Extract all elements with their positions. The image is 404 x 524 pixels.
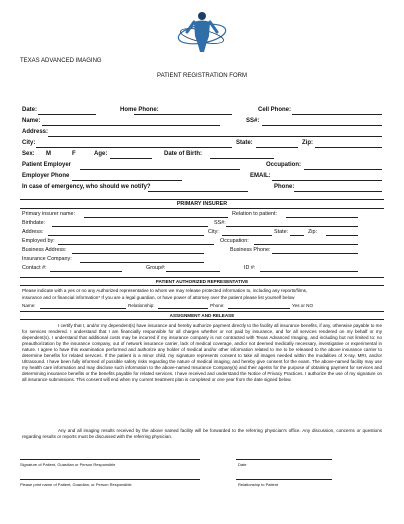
insurer-occupation-label: Occupation: [220,238,249,244]
id-label: ID #: [244,265,256,271]
date-field[interactable] [38,114,96,115]
form-title: PATIENT REGISTRATION FORM [157,73,247,79]
relation-field[interactable] [286,217,358,218]
insurance-company-label: Insurance Company: [22,256,72,262]
insurer-address-field[interactable] [48,235,204,236]
zip-label: Zip: [302,140,313,146]
row-date [22,107,384,117]
dob-field[interactable] [210,158,274,159]
row-employer-phone [22,173,384,183]
employer-phone-field[interactable] [72,180,182,181]
id-field[interactable] [260,271,358,272]
business-phone-label: Business Phone: [230,247,271,253]
employed-by-field[interactable] [58,244,214,245]
rep-relationship-label: Relationship: [128,303,155,308]
business-address-label: Business Address: [22,247,67,253]
representative-text-1: Please indicate with a yes or no any Authorized representative to whom we may release protected information to, including any reports/films, [22,288,308,293]
primary-insurer-title: PRIMARY INSURER [176,201,228,207]
insurer-address-label: Address: [22,229,44,235]
row-city [22,140,384,150]
state-label: State: [236,140,253,146]
rep-relationship-field[interactable] [158,308,208,309]
rep-name-label: Name: [22,303,36,308]
contact-field[interactable] [50,271,122,272]
cell-phone-field[interactable] [292,114,382,115]
city-label: City: [22,140,36,146]
rep-yes-no-label: Yes or NO [292,303,314,308]
address-field[interactable] [48,136,382,137]
assignment-paragraph-2: Any and all imaging results received by the above named facility will be forwarded to the referring physician's office. Any discussion, concerns or questions regarding results or reports must be discussed with the referring physician. [22,428,382,439]
employer-label: Patient Employer [22,162,72,168]
emergency-label: In case of emergency, who should we notify? [22,184,151,190]
email-field[interactable] [272,180,382,181]
rep-phone-field[interactable] [228,308,290,309]
row-sex [22,151,384,161]
row-address [22,129,384,139]
employer-field[interactable] [80,169,240,170]
divider-assign-bottom [20,319,384,320]
row-contact [22,265,384,275]
sex-f-option[interactable]: F [72,151,76,157]
contact-label: Contact #: [22,265,47,271]
emergency-contact-field[interactable] [148,191,248,192]
signature-field[interactable] [20,459,200,460]
address-label: Address: [22,129,49,135]
divider-insurer-top [20,199,384,200]
signature-date-field[interactable] [236,459,332,460]
city-field[interactable] [36,147,232,148]
insurer-ssn-field[interactable] [226,226,358,227]
cell-phone-label: Cell Phone: [258,107,292,113]
row-name [22,118,384,128]
row-employer [22,162,384,172]
insurer-city-label: City: [208,229,219,235]
home-phone-field[interactable] [134,114,232,115]
representative-title: PATIENT AUTHORIZED REPRESENTATIVE [155,279,249,284]
signature-label: Signature of Patient, Guardian or Person Responsible [20,462,116,467]
name-field[interactable] [42,125,220,126]
divider-rep-top [20,277,384,278]
print-name-label: Please print name of Patient, Guardian, or Person Responsible [20,482,132,487]
group-label: Group#: [146,265,166,271]
employed-by-label: Employed by: [22,238,55,244]
human-figure-logo-icon [176,10,228,54]
insurer-occupation-field[interactable] [254,244,358,245]
insurer-name-label: Primary insurer name: [22,211,76,217]
zip-field[interactable] [315,147,382,148]
name-label: Name: [22,118,41,124]
relationship-to-patient-label: Relationship to Patient [238,482,279,487]
insurer-zip-field[interactable] [326,235,358,236]
rep-phone-label: Phone: [210,303,225,308]
row-emergency [22,184,384,194]
business-address-field[interactable] [72,253,204,254]
state-field[interactable] [256,147,298,148]
insurer-zip-label: Zip: [308,229,317,235]
relation-label: Relation to patient: [232,211,277,217]
insurer-birthdate-label: Birthdate: [22,220,46,226]
occupation-label: Occupation: [266,162,302,168]
business-phone-field[interactable] [272,253,358,254]
divider-insurer-bottom [20,208,384,209]
insurance-company-field[interactable] [80,262,204,263]
divider-assign-top [20,311,384,312]
insurer-city-field[interactable] [222,235,272,236]
home-phone-label: Home Phone: [120,107,159,113]
logo [176,10,228,54]
employer-phone-label: Employer Phone [22,173,70,179]
insurer-name-field[interactable] [84,217,228,218]
assignment-title: ASSIGNMENT AND RELEASE [169,313,235,318]
emergency-phone-label: Phone: [274,184,295,190]
insurer-ssn-label: SS#: [214,220,226,226]
age-field[interactable] [110,158,152,159]
date-signed-label: Date [238,462,247,467]
ssn-field[interactable] [262,125,382,126]
relationship-to-patient-field[interactable] [236,479,332,480]
age-label: Age: [94,151,108,157]
dob-label: Date of Birth: [164,151,202,157]
rep-name-field[interactable] [40,308,126,309]
insurer-state-label: State: [274,229,289,235]
date-label: Date: [22,107,38,113]
sex-label: Sex: [22,151,35,157]
representative-text-2: insurance and or financial information* If you are a legal guardian, or have power of attorney over the patient please list yourself below [22,295,295,300]
email-label: EMAIL: [250,173,271,179]
divider-rep-bottom [20,285,384,286]
insurer-state-field[interactable] [290,235,304,236]
ssn-label: SS#: [246,118,260,124]
print-name-field[interactable] [20,479,200,480]
assignment-paragraph-1: I certify that I, and/or my dependent(s) have insurance and hereby authorize payment directly to the facility all insurance benefits, if any, otherwise payable to me for services rendered. I understand that I am financially responsible for all charges whether or not paid by insurance, and for all services rendered on my behalf or my dependent(s). I understand that additional costs may be incurred if my insurance company is not contracted with Texas Advanced Imaging, and including but not limited to: no preauthorization by the insurance company, out of network insurance carrier, lack of medical coverage, and/or not deemed medically necessary, investigative or experimental in nature. I agree to have this examination performed and authorize any holder of medical and/or other information related to me to be released to the above insurance carrier to determine benefits for related services. If the patient is a minor child, my signature represents consent to take all images needed within the modalities of X-ray, MRI, and/or Ultrasound. I have been fully informed of possible safety risks regarding the nature of medical imaging, and hereby give consent for the exam. The above-named facility may use my health care information and may disclose such information to the above-named Insurance Company(s) and their agents for the purpose of obtaining payment for services and determining insurance benefits or the benefits payable for related services. I have received and understand the Notice of Privacy Practices. I authorize the use of my signature on all insurance submissions. This consent will end when my current treatment plan is completed or one year from the date signed below. [22,323,382,382]
group-field[interactable] [166,271,220,272]
sex-m-option[interactable]: M [46,151,51,157]
occupation-field[interactable] [304,169,382,170]
insurer-birthdate-field[interactable] [52,226,208,227]
emergency-phone-field[interactable] [294,191,382,192]
company-name: TEXAS ADVANCED IMAGING [20,58,102,64]
